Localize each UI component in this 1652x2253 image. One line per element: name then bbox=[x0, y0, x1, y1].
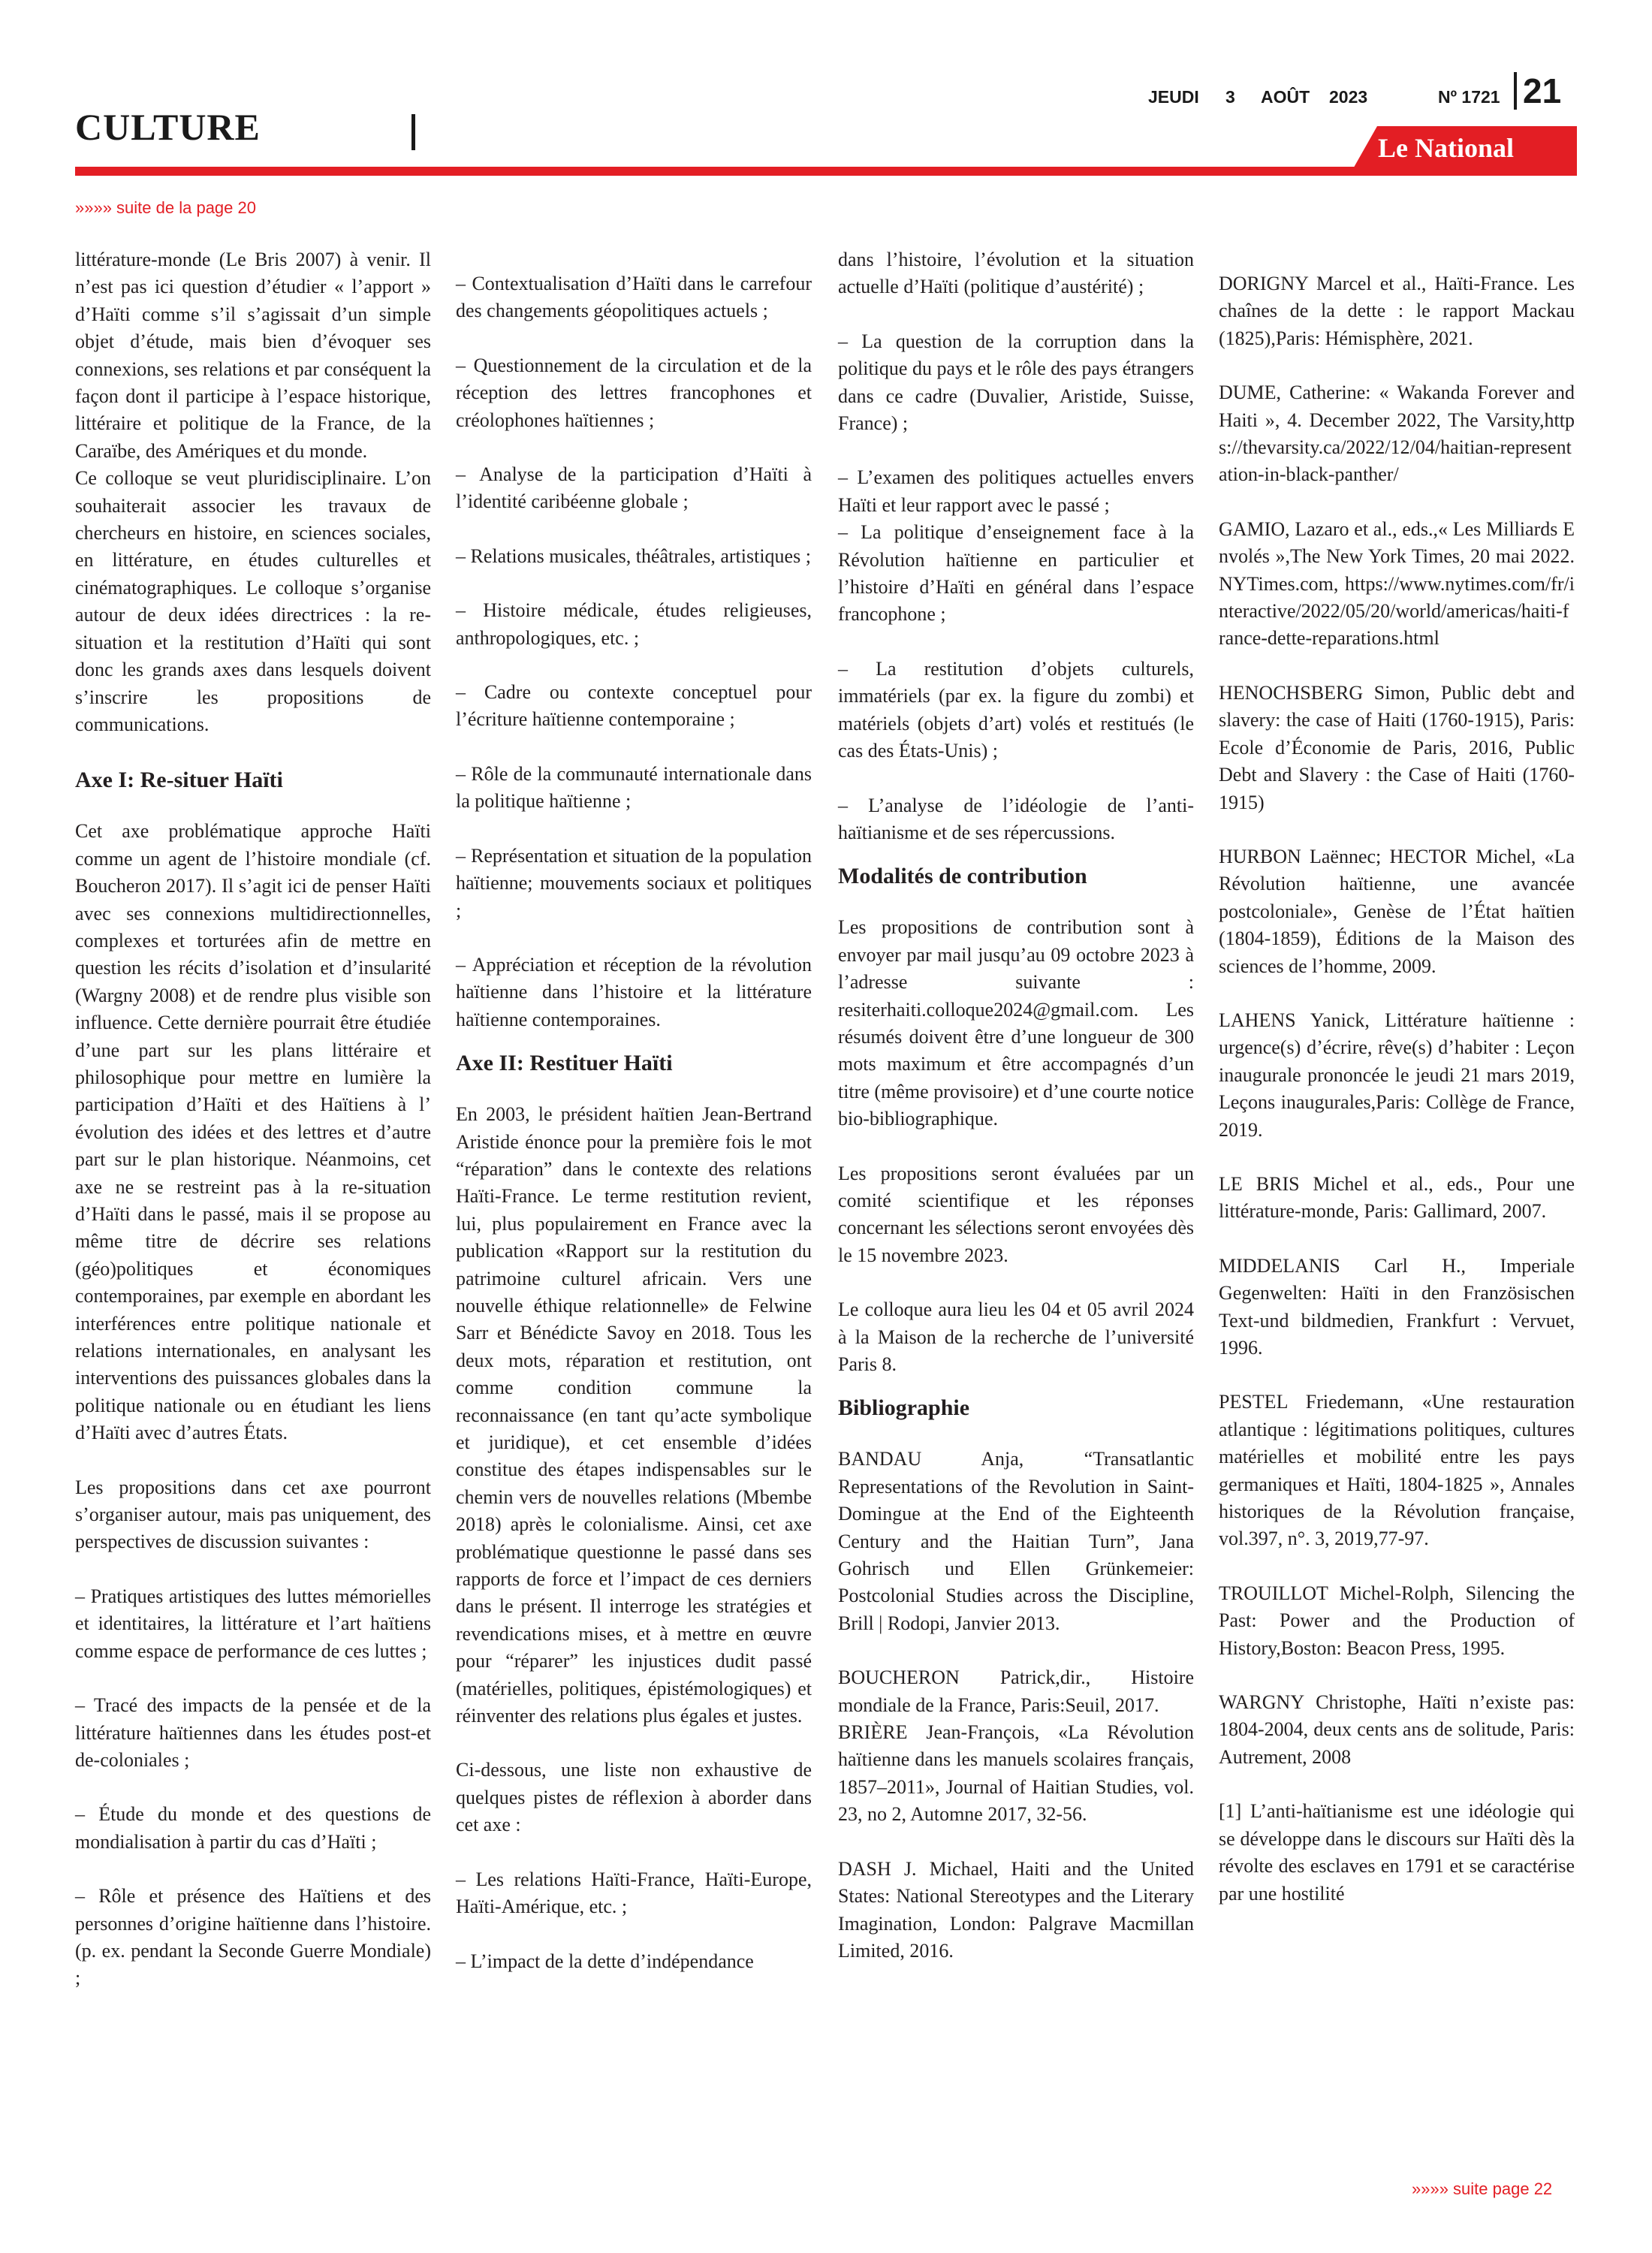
article-column-2 bbox=[456, 270, 812, 2002]
list-item: – Tracé des impacts de la pensée et de la littérature haïtiennes dans les études post-et de-coloniales ; bbox=[75, 1694, 431, 1771]
list-item: – L’impact de la dette d’indépendance bbox=[456, 1950, 754, 1972]
paragraph: Les propositions dans cet axe pourront s’organiser autour, mais pas uniquement, des perspectives de discussion suivantes : bbox=[75, 1476, 431, 1553]
bibliography-entry: WARGNY Christophe, Haïti n’existe pas: 1804-2004, deux cents ans de solitude, Paris: Autrement, 2008 bbox=[1219, 1691, 1575, 1768]
list-item: – Contextualisation d’Haïti dans le carrefour des changements géopolitiques actuels ; bbox=[456, 273, 812, 322]
bibliography-entry: DASH J. Michael, Haiti and the United States: National Stereotypes and the Literary Imagination, London: Palgrave Macmillan Limited, 2016. bbox=[838, 1857, 1194, 1962]
list-item: – Appréciation et réception de la révolution haïtienne dans l’histoire et la littérature haïtienne contemporaines. bbox=[456, 953, 812, 1030]
list-item: – Histoire médicale, études religieuses, anthropologiques, etc. ; bbox=[456, 599, 812, 649]
date-year: 2023 bbox=[1329, 87, 1368, 107]
issue-number: Nº 1721 bbox=[1438, 87, 1500, 107]
bibliography-entry: TROUILLOT Michel-Rolph, Silencing the Past: Power and the Production of History,Boston: Beacon Press, 1995. bbox=[1219, 1582, 1575, 1659]
list-item: dans l’histoire, l’évolution et la situation actuelle d’Haïti (politique d’austérité) ; bbox=[838, 249, 1194, 298]
continued-from-link[interactable]: »»»» suite de la page 20 bbox=[75, 198, 256, 217]
continued-to-link[interactable]: »»»» suite page 22 bbox=[1412, 2179, 1553, 2198]
section-heading-modalites: Modalités de contribution bbox=[838, 864, 1087, 889]
bibliography-entry: LAHENS Yanick, Littérature haïtienne : urgence(s) d’écrire, rêve(s) d’habiter : Leçon inaugurale prononcée le jeudi 21 mars 2019, Leçons inaugurales,Paris: Collège de France, 2019. bbox=[1219, 1009, 1575, 1141]
date-number: 3 bbox=[1225, 87, 1235, 107]
page-number-divider bbox=[1514, 72, 1517, 110]
list-item: – Représentation et situation de la population haïtienne; mouvements sociaux et politiques ; bbox=[456, 844, 812, 921]
paragraph: En 2003, le président haïtien Jean-Bertrand Aristide énonce pour la première fois le mot “réparation” dans le contexte des relations Haïti-France. Le terme restitution revient, lui, plus populairement en France avec la publication «Rapport sur la restitution du patrimoine culturel africain. Vers une nouvelle éthique relationnelle» de Felwine Sarr et Bénédicte Savoy en 2018. Tous les deux mots, réparation et restitution, ont comme condition commune la reconnaissance (en tant qu’acte symbolique et juridique), et cet ensemble d’idées constitue des étapes indispensables sur le chemin vers de nouvelles relations (Mbembe 2018) après le colonialisme. Ainsi, cet axe problématique questionne le passé dans ses rapports de force et l’impact de ces derniers dans le présent. Il interroge les stratégies et revendications mises, et à mettre en œuvre pour “réparer” les injustices dudit passé (matérielles, politiques, épistémologiques) et réinventer des relations plus égales et justes. bbox=[456, 1103, 812, 1727]
footnote: [1] L’anti-haïtianisme est une idéologie qui se développe dans le discours sur Haïti dès la révolte des esclaves en 1791 et se caractérise par une hostilité bbox=[1219, 1800, 1575, 1905]
bibliography-entry: BOUCHERON Patrick,dir., Histoire mondiale de la France, Paris:Seuil, 2017. bbox=[838, 1666, 1194, 1716]
section-heading-axe-1: Axe I: Re-situer Haïti bbox=[75, 768, 283, 793]
date-month: AOÛT bbox=[1261, 87, 1310, 107]
bibliography-entry: HURBON Laënnec; HECTOR Michel, «La Révolution haïtienne, une avancée postcoloniale», Genèse de l’État haïtien (1804-1859), Éditions de la Maison des sciences de l’homme, 2009. bbox=[1219, 845, 1575, 977]
paragraph: Les propositions seront évaluées par un comité scientifique et les réponses concernant les sélections seront envoyées dès le 15 novembre 2023. bbox=[838, 1162, 1194, 1266]
paragraph: Les propositions de contribution sont à envoyer par mail jusqu’au 09 octobre 2023 à l’adresse suivante : resiterhaiti.colloque2024@gmail.com. Les résumés doivent être d’une longueur de 300 mots maximum et être accompagnés d’un titre (même provisoire) et d’une courte notice bio-bibliographique. bbox=[838, 916, 1194, 1130]
bibliography-entry: DORIGNY Marcel et al., Haïti-France. Les chaînes de la dette : le rapport Mackau (1825),Paris: Hémisphère, 2021. bbox=[1219, 273, 1575, 349]
paragraph: Le colloque aura lieu les 04 et 05 avril 2024 à la Maison de la recherche de l’université Paris 8. bbox=[838, 1298, 1194, 1375]
list-item: – Cadre ou contexte conceptuel pour l’écriture haïtienne contemporaine ; bbox=[456, 681, 812, 731]
section-heading-axe-2: Axe II: Restituer Haïti bbox=[456, 1051, 673, 1076]
section-heading-bibliographie: Bibliographie bbox=[838, 1395, 970, 1421]
list-item: – L’analyse de l’idéologie de l’anti-haïtianisme et de ses répercussions. bbox=[838, 794, 1194, 843]
bibliography-entry: HENOCHSBERG Simon, Public debt and slavery: the case of Haiti (1760-1915), Paris: Ecole d’Économie de Paris, 2016, Public Debt and Slavery : the Case of Haiti (1760-1915) bbox=[1219, 681, 1575, 813]
list-item: – La restitution d’objets culturels, immatériels (par ex. la figure du zombi) et matériels (objets d’art) volés et restitués (le cas des États-Unis) ; bbox=[838, 657, 1194, 762]
paragraph: littérature-monde (Le Bris 2007) à venir. Il n’est pas ici question d’étudier « l’apport » d’Haïti comme s’il s’agissait d’un simple objet d’étude, mais bien d’évoquer ses connexions, ses relations et par conséquent la façon dont il participe à l’espace historique, littéraire et politique de la France, de la Caraïbe, des Amériques et du monde. bbox=[75, 249, 431, 462]
section-title: CULTURE bbox=[75, 106, 261, 148]
paragraph: Cet axe problématique approche Haïti comme un agent de l’histoire mondiale (cf. Boucheron 2017). Il s’agit ici de penser Haïti avec ses connexions multidirectionnelles, complexes et torturées afin de mettre en question les récits d’isolation et d’insularité (Wargny 2008) et de rendre plus visible son influence. Cette dernière pourrait être étudiée d’une part sur les plans littéraire et philosophique pour mettre en lumière la participation d’Haïti et des Haïtiens à l’ évolution des idées et des lettres et d’autre part sur le plan historique. Néanmoins, cet axe ne se restreint pas à la re-situation d’Haïti dans le passé, mais il se propose au même titre de décrire ses relations (géo)politiques et économiques contemporaines, par exemple en abordant les interférences entre politique nationale et relations internationales, en analysant les interventions des puissances globales dans la politique nationale ou en étudiant les liens d’Haïti avec d’autres États. bbox=[75, 820, 431, 1444]
list-item: – Étude du monde et des questions de mondialisation à partir du cas d’Haïti ; bbox=[75, 1803, 431, 1853]
section-divider bbox=[411, 114, 415, 150]
article-column-3 bbox=[838, 246, 1194, 1992]
bibliography-entry: GAMIO, Lazaro et al., eds.,« Les Milliards Envolés »,The New York Times, 20 mai 2022. NYTimes.com, https://www.nytimes.com/fr/interactive/2022/05/20/world/americas/haiti-france-dette-reparations.html bbox=[1219, 517, 1575, 650]
bibliography-entry: MIDDELANIS Carl H., Imperiale Gegenwelten: Haïti in den Französischen Text-und bildmedien, Frankfurt : Vervuet, 1996. bbox=[1219, 1254, 1575, 1359]
list-item: – Questionnement de la circulation et de la réception des lettres francophones et créolophones haïtiennes ; bbox=[456, 354, 812, 431]
list-item: – La question de la corruption dans la politique du pays et le rôle des pays étrangers dans ce cadre (Duvalier, Aristide, Suisse, France) ; bbox=[838, 330, 1194, 435]
brand-logo: Le National bbox=[1378, 133, 1515, 163]
bibliography-entry: PESTEL Friedemann, «Une restauration atlantique : légitimations politiques, cultures matérielles et mobilité entre les pays germaniques et Haïti, 1804-1825 », Annales historiques de la Révolution française, vol.397, n°. 3, 2019,77-97. bbox=[1219, 1391, 1575, 1550]
list-item: – Relations musicales, théâtrales, artistiques ; bbox=[456, 544, 811, 567]
list-item: – Les relations Haïti-France, Haïti-Europe, Haïti-Amérique, etc. ; bbox=[456, 1868, 812, 1918]
list-item: – L’examen des politiques actuelles envers Haïti et leur rapport avec le passé ; bbox=[838, 466, 1194, 516]
list-item: – Pratiques artistiques des luttes mémorielles et identitaires, la littérature et l’art haïtiens comme espace de performance de ces luttes ; bbox=[75, 1585, 431, 1662]
list-item: – Rôle et présence des Haïtiens et des personnes d’origine haïtienne dans l’histoire. (p. ex. pendant la Seconde Guerre Mondiale) ; bbox=[75, 1885, 431, 1989]
article-column-4 bbox=[1219, 270, 1575, 1908]
bibliography-entry: DUME, Catherine: « Wakanda Forever and Haiti », 4. December 2022, The Varsity,https://thevarsity.ca/2022/12/04/haitian-representation-in-black-panther/ bbox=[1219, 382, 1575, 486]
paragraph: Ci-dessous, une liste non exhaustive de quelques pistes de réflexion à aborder dans cet axe : bbox=[456, 1759, 812, 1836]
date-day: JEUDI bbox=[1148, 87, 1199, 107]
list-item: – Rôle de la communauté internationale dans la politique haïtienne ; bbox=[456, 762, 812, 813]
bibliography-entry: LE BRIS Michel et al., eds., Pour une littérature-monde, Paris: Gallimard, 2007. bbox=[1219, 1172, 1575, 1223]
bibliography-entry: BRIÈRE Jean-François, «La Révolution haïtienne dans les manuels scolaires français, 1857–2011», Journal of Haitian Studies, vol. 23, no 2, Automne 2017, 32-56. bbox=[838, 1721, 1194, 1826]
list-item: – Analyse de la participation d’Haïti à l’identité caribéenne globale ; bbox=[456, 463, 812, 513]
header-rule bbox=[75, 167, 1577, 176]
paragraph: Ce colloque se veut pluridisciplinaire. L’on souhaiterait associer les travaux de chercheurs en histoire, en sciences sociales, en littérature, en études culturelles et cinématographiques. Le colloque s’organise autour de deux idées directrices : la re-situation et la restitution d’Haïti qui sont donc les grands axes dans lesquels doivent s’inscrire les propositions de communications. bbox=[75, 467, 431, 735]
bibliography-entry: BANDAU Anja, “Transatlantic Representations of the Revolution in Saint-Domingue at the End of the Eighteenth Century and the Haitian Turn”, Jana Gohrisch und Ellen Grünkemeier: Postcolonial Studies across the Discipline, Brill | Rodopi, Janvier 2013. bbox=[838, 1448, 1194, 1634]
page-number: 21 bbox=[1523, 71, 1562, 110]
list-item: – La politique d’enseignement face à la Révolution haïtienne en particulier et l’histoire d’Haïti en général dans l’espace francophone ; bbox=[838, 521, 1194, 626]
article-column-1 bbox=[75, 246, 431, 2019]
